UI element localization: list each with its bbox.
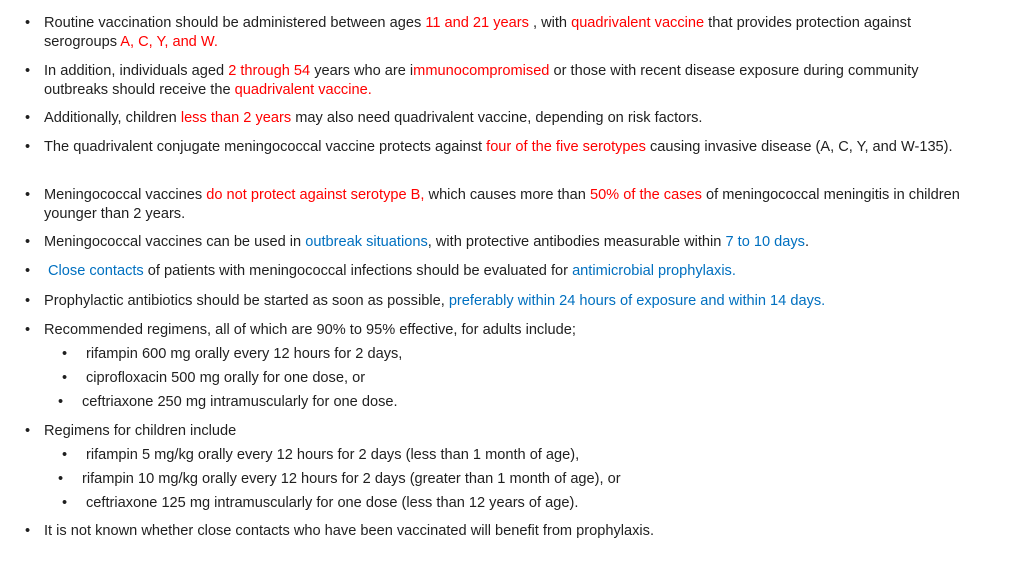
sub-bullet-child-ceftriaxone: • ceftriaxone 125 mg intramuscularly for one dose (less than 12 years of age). xyxy=(86,494,578,513)
sub-bullet-adult-ciprofloxacin: • ciprofloxacin 500 mg orally for one dose, or xyxy=(86,369,365,388)
sub-bullet-child-rifampin-5: • rifampin 5 mg/kg orally every 12 hours for 2 days (less than 1 month of age), xyxy=(86,446,579,465)
bullet-adult-regimens: • Recommended regimens, all of which are 90% to 95% effective, for adults include; xyxy=(44,321,978,340)
sub-bullet-child-rifampin-10: • rifampin 10 mg/kg orally every 12 hours for 2 days (greater than 1 month of age), or xyxy=(82,470,621,489)
bullet-serotype-b: • Meningococcal vaccines do not protect against serotype B, which causes more than 50% of the cases of meningococcal meningitis in children younger than 2 years. xyxy=(44,186,978,223)
bullet-routine-vaccination: • Routine vaccination should be administered between ages 11 and 21 years , with quadrivalent vaccine that provides protection against serogroups A, C, Y, and W. xyxy=(44,14,978,51)
sub-bullet-adult-ceftriaxone: • ceftriaxone 250 mg intramuscularly for one dose. xyxy=(82,393,398,412)
sub-bullet-adult-rifampin: • rifampin 600 mg orally every 12 hours for 2 days, xyxy=(86,345,402,364)
bullet-close-contacts: • Close contacts of patients with meningococcal infections should be evaluated for antimicrobial prophylaxis. xyxy=(44,262,978,281)
bullet-immunocompromised: • In addition, individuals aged 2 through 54 years who are immunocompromised or those with recent disease exposure during community outbreaks should receive the quadrivalent vaccine. xyxy=(44,62,978,99)
bullet-vaccinated-contacts: • It is not known whether close contacts who have been vaccinated will benefit from prophylaxis. xyxy=(44,522,978,541)
bullet-conjugate-vaccine: • The quadrivalent conjugate meningococcal vaccine protects against four of the five serotypes causing invasive disease (A, C, Y, and W-135). xyxy=(44,138,978,157)
bullet-outbreak: • Meningococcal vaccines can be used in outbreak situations, with protective antibodies measurable within 7 to 10 days. xyxy=(44,233,978,252)
bullet-children-regimens: • Regimens for children include xyxy=(44,422,978,441)
bullet-prophylactic-timing: • Prophylactic antibiotics should be started as soon as possible, preferably within 24 hours of exposure and within 14 days. xyxy=(44,292,978,311)
bullet-children-under-2: • Additionally, children less than 2 years may also need quadrivalent vaccine, depending on risk factors. xyxy=(44,109,978,128)
